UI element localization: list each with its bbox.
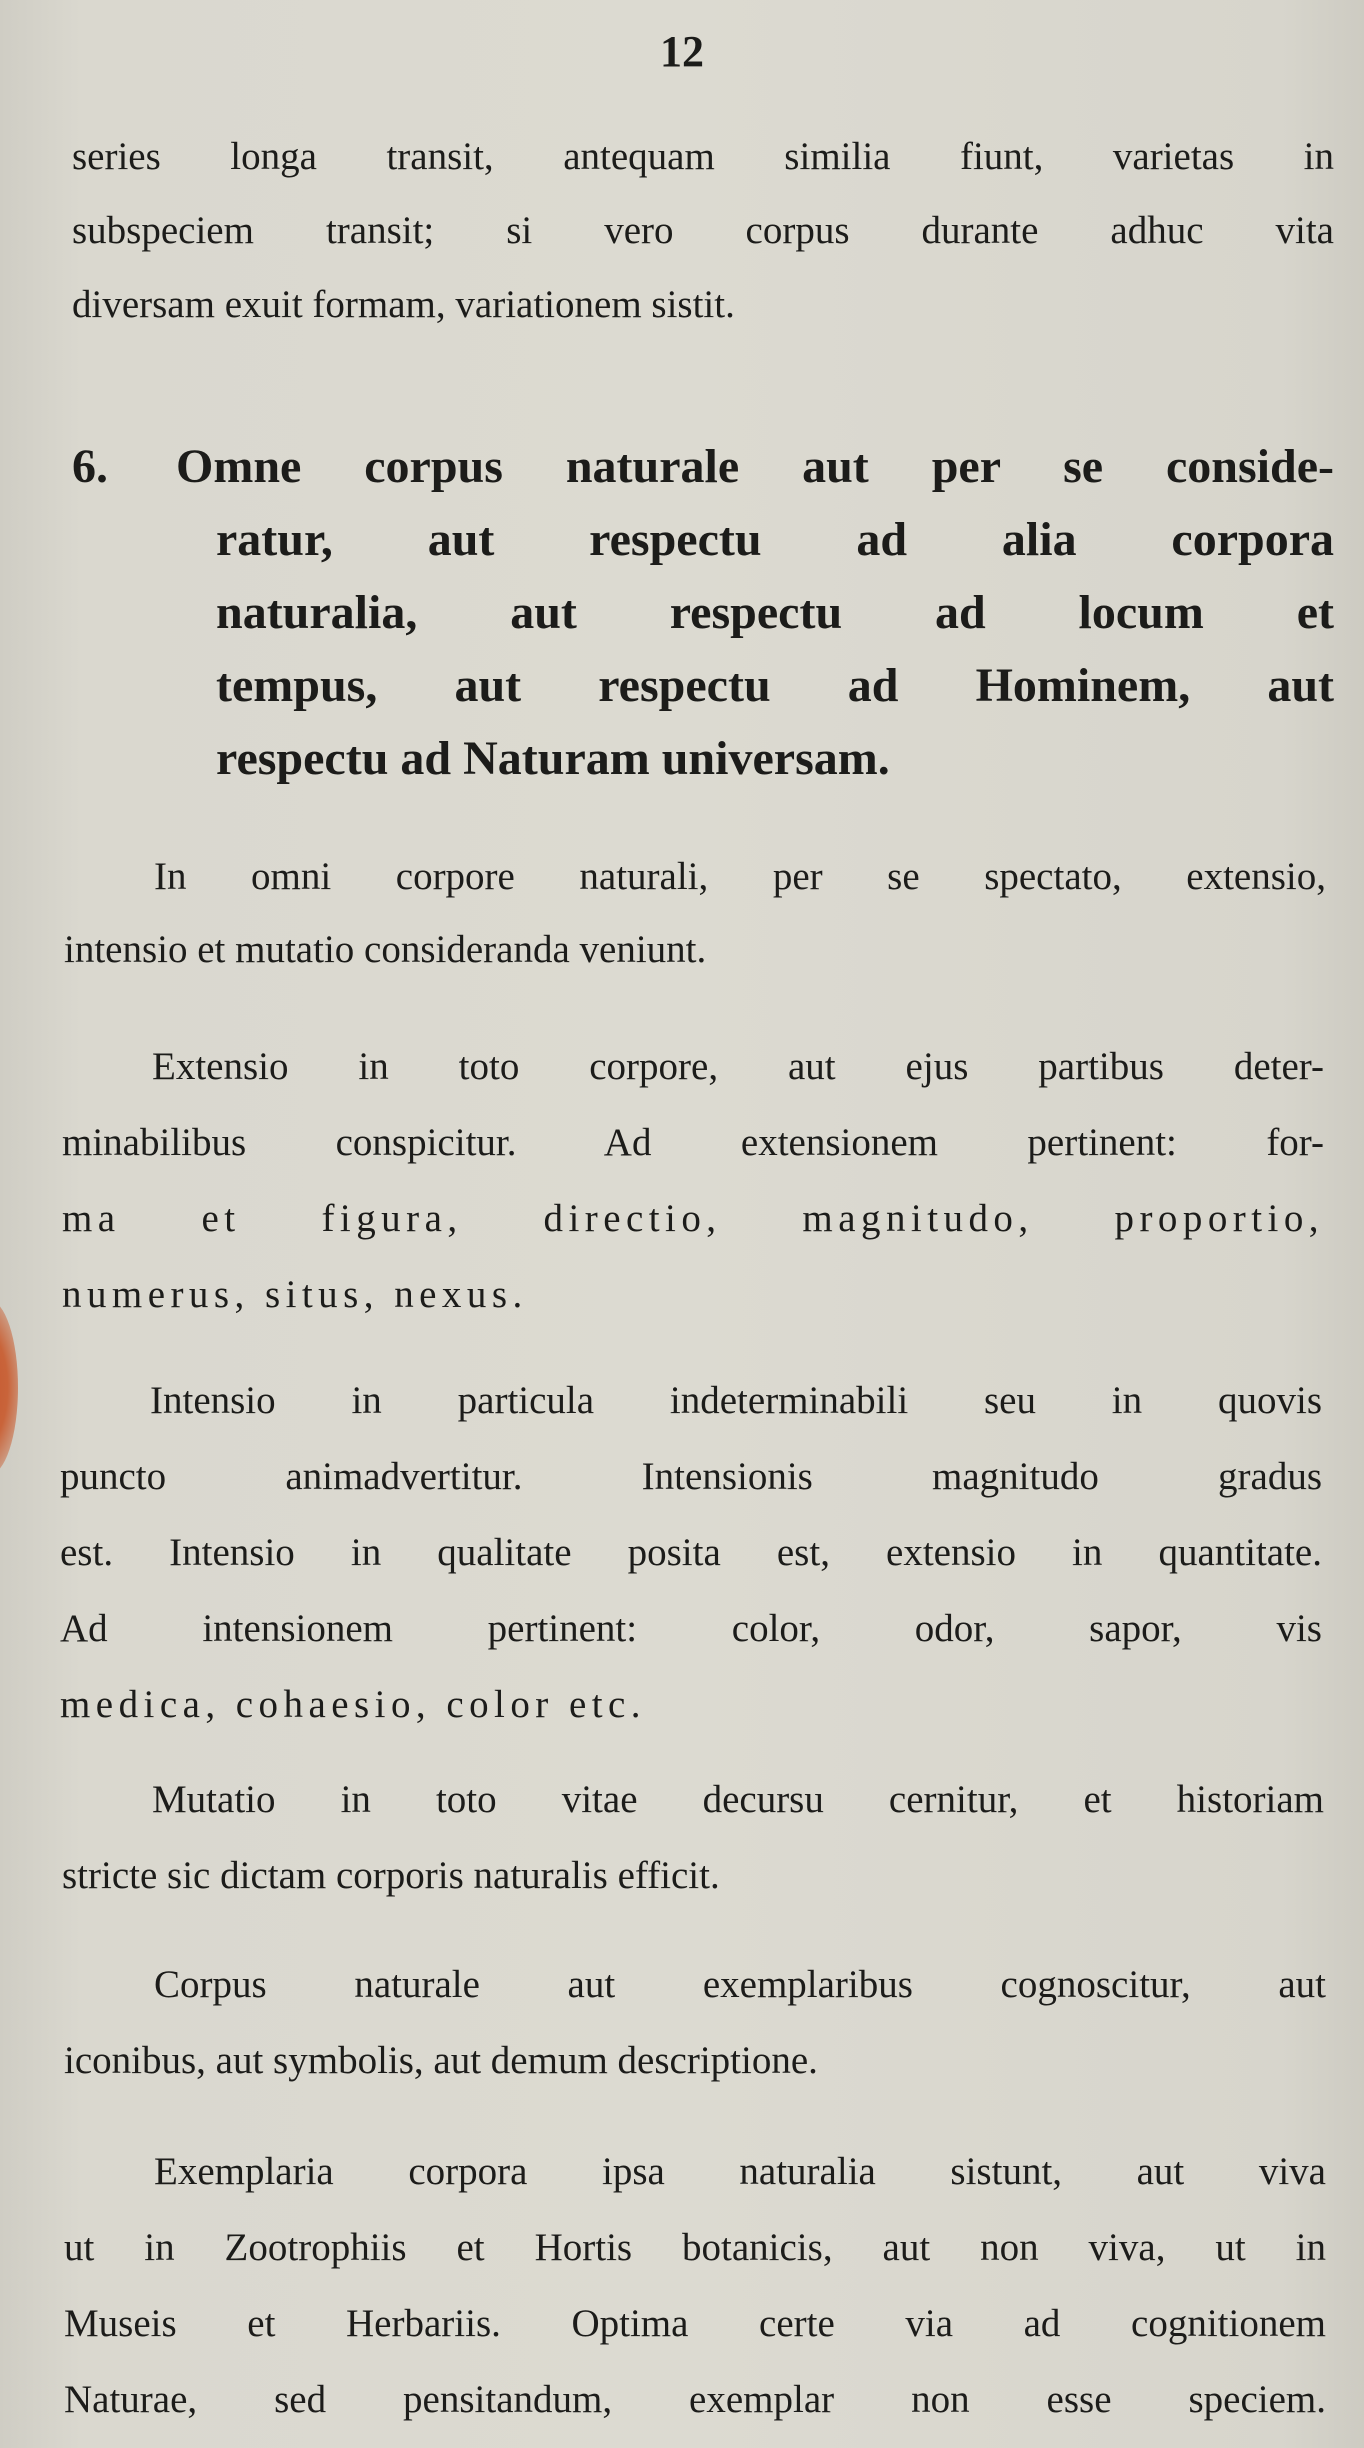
text-line: Naturae, sed pensitandum, exemplar non esse speciem. — [64, 2378, 1326, 2421]
text-line: iconibus, aut symbolis, aut demum descriptione. — [64, 2039, 818, 2082]
text-line: subspeciem transit; si vero corpus durante adhuc vita — [72, 209, 1334, 252]
heading-line: tempus, aut respectu ad Hominem, aut — [216, 659, 1334, 712]
heading-line: ratur, aut respectu ad alia corpora — [216, 513, 1334, 566]
text-line: Extensio in toto corpore, aut ejus partibus deter- — [152, 1045, 1324, 1088]
text-line: medica, cohaesio, color etc. — [60, 1683, 647, 1726]
text-line: intensio et mutatio consideranda veniunt. — [64, 928, 707, 971]
text-line: minabilibus conspicitur. Ad extensionem pertinent: for- — [62, 1121, 1324, 1164]
heading-line: naturalia, aut respectu ad locum et — [216, 586, 1334, 639]
text-line: puncto animadvertitur. Intensionis magnitudo gradus — [60, 1455, 1322, 1498]
text-line: est. Intensio in qualitate posita est, extensio in quantitate. — [60, 1531, 1322, 1574]
heading-line: Omne corpus naturale aut per se conside- — [176, 440, 1334, 493]
text-line: series longa transit, antequam similia fiunt, varietas in — [72, 135, 1334, 178]
text-line: Ad intensionem pertinent: color, odor, sapor, vis — [60, 1607, 1322, 1650]
text-line: stricte sic dictam corporis naturalis efficit. — [62, 1854, 720, 1897]
text-line: diversam exuit formam, variationem sistit. — [72, 283, 735, 326]
page-number: 12 — [660, 27, 704, 76]
text-line: Intensio in particula indeterminabili seu in quovis — [150, 1379, 1322, 1422]
section-number: 6. — [72, 440, 108, 493]
text-line: ma et figura, directio, magnitudo, proportio, — [62, 1197, 1324, 1240]
text-line: In omni corpore naturali, per se spectato, extensio, — [154, 855, 1326, 898]
text-line: Mutatio in toto vitae decursu cernitur, et historiam — [152, 1778, 1324, 1821]
text-line: Museis et Herbariis. Optima certe via ad cognitionem — [64, 2302, 1326, 2345]
heading-line: respectu ad Naturam universam. — [216, 732, 890, 785]
text-line: Exemplaria corpora ipsa naturalia sistunt, aut viva — [154, 2150, 1326, 2193]
stain-mark — [0, 1300, 18, 1475]
text-line: Corpus naturale aut exemplaribus cognoscitur, aut — [154, 1963, 1326, 2006]
text-line: ut in Zootrophiis et Hortis botanicis, aut non viva, ut in — [64, 2226, 1326, 2269]
text-line: numerus, situs, nexus. — [62, 1273, 528, 1316]
